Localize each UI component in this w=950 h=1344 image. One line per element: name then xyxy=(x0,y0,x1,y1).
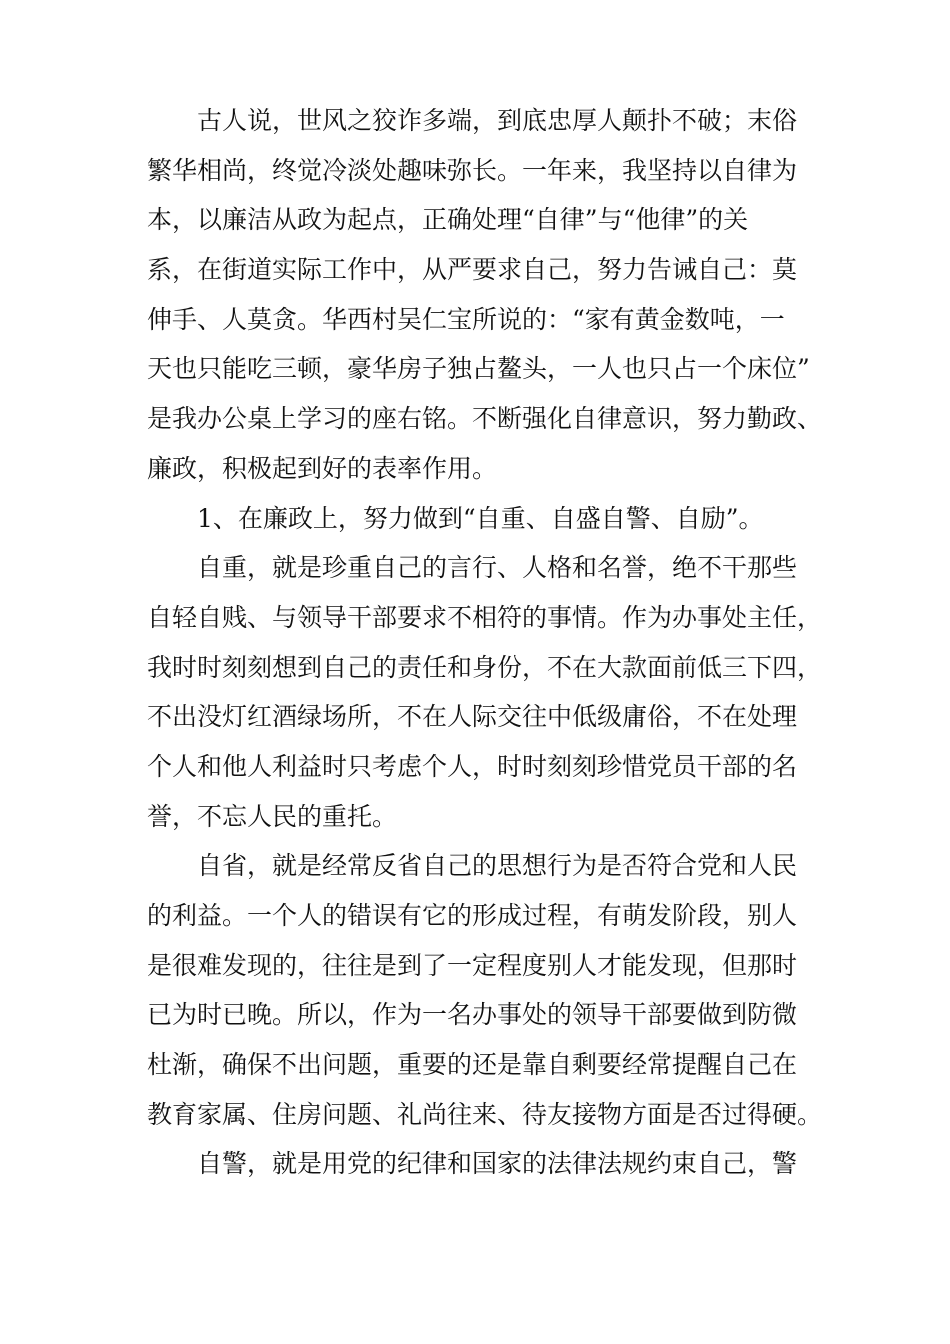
text-line: 自警，就是用党的纪律和国家的法律法规约束自己，警 xyxy=(197,1149,798,1179)
text-line: 已为时已晚。所以，作为一名办事处的领导干部要做到防微 xyxy=(147,1000,798,1030)
text-line: 是很难发现的，往往是到了一定程度别人才能发现，但那时 xyxy=(147,950,798,980)
text-line: 天也只能吃三顿，豪华房子独占鳌头，一人也只占一个床位” xyxy=(147,354,810,384)
text-line: 自轻自贱、与领导干部要求不相符的事情。作为办事处主任， xyxy=(147,602,823,632)
text-line: 杜渐，确保不出问题，重要的还是靠自剩要经常提醒自己在 xyxy=(147,1050,798,1080)
text-line: 教育家属、住房问题、礼尚往来、待友接物方面是否过得硬。 xyxy=(147,1099,823,1129)
text-line: 系，在街道实际工作中，从严要求自己，努力告诫自己：莫 xyxy=(147,255,798,285)
text-line: 廉政，积极起到好的表率作用。 xyxy=(147,453,498,483)
text-line: 古人说，世风之狡诈多端，到底忠厚人颠扑不破；末俗 xyxy=(197,106,798,135)
text-line: 本，以廉洁从政为起点，正确处理“自律”与“他律”的关 xyxy=(147,205,749,235)
text-line: 的利益。一个人的错误有它的形成过程，有萌发阶段，别人 xyxy=(147,901,798,930)
text-line: 是我办公桌上学习的座右铭。不断强化自律意识，努力勤政、 xyxy=(147,404,823,434)
text-line: 繁华相尚，终觉冷淡处趣味弥长。一年来，我坚持以自律为 xyxy=(147,155,798,185)
text-line: 我时时刻刻想到自己的责任和身份，不在大款面前低三下四， xyxy=(147,652,823,682)
body-text xyxy=(147,96,827,1189)
text-line: 不出没灯红酒绿场所，不在人际交往中低级庸俗，不在处理 xyxy=(147,702,798,732)
text-line: 伸手、人莫贪。华西村吴仁宝所说的：“家有黄金数吨，一 xyxy=(147,304,785,334)
text-line: 誉，不忘人民的重托。 xyxy=(147,801,398,831)
text-line: 个人和他人利益时只考虑个人，时时刻刻珍惜党员干部的名 xyxy=(147,751,798,781)
text-line: 自省，就是经常反省自己的思想行为是否符合党和人民 xyxy=(197,851,798,881)
text-line: 自重，就是珍重自己的言行、人格和名誉，绝不干那些 xyxy=(197,553,798,583)
text-line: 1、在廉政上，努力做到“自重、自盛自警、自励”。 xyxy=(197,503,764,533)
